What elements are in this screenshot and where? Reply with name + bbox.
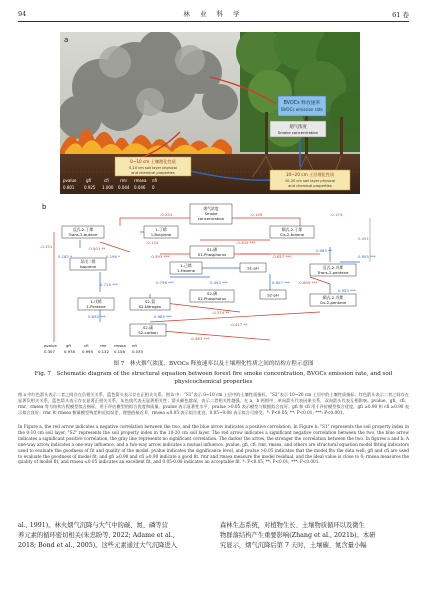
fit-header: nfi [132,343,137,348]
node-1-butylene-en: 1-Butylene [150,232,172,237]
coef-label: -0.174 [330,212,343,217]
coef-label: 0.807 *** [272,280,290,285]
fit-header: rmr [100,343,107,348]
figure-caption-cn: 图 7 林火烟气浓度、BVOCs 释放速率以及土壤理化性质之间的结构方程示意图 [113,361,314,367]
body-line: 究显示，烟气沉降后第 7 天时，土壤碳、氮含量小幅 [220,541,367,549]
fit-header: cfi [104,178,109,183]
node-s2-carbon-en: S2-carbon [138,330,158,335]
figure-panel-b [40,202,380,354]
coef-label: -0.134 [146,240,159,245]
coef-label: -0.149 [250,212,263,217]
coef-label: 0.196 * [106,254,120,259]
fit-header: rmsea [134,178,147,183]
fit-value: 0.801 [63,185,75,190]
fit-value: 1.000 [102,185,114,190]
coef-label: -0.809 *** [298,280,318,285]
node-smoke-en: Smoke [204,211,218,216]
coef-label: -0.593 *** [150,254,170,259]
path-nodes [62,204,356,336]
node-1-pentene: 1-戊烯 [90,299,102,304]
soil2-label-en-2: and chemical properties [288,184,332,188]
node-trans-2-pentene-en: Trans-2-pentene [317,270,349,275]
panel-a-label: a [64,36,69,44]
forest-trees [236,32,360,157]
soil2-label-en-1: 10-20 cm soil layer physical [284,179,336,183]
fit-value: 0.995 [82,349,93,354]
body-line: 森林生态系统，对植物生长、土壤物质循环以及微生 [220,522,365,529]
node-1-pentene-en: 1-Pentene [86,304,106,309]
fit-value: 0.925 [84,185,96,190]
smoke-label-en: Smoke concentration [277,130,319,135]
soil1-label-cn: 0~10 cm 土壤理化性质 [130,159,176,164]
coef-label: 0.493 *** [210,280,228,285]
page-number: 94 [18,10,27,18]
node-smoke-en2: concentration [197,216,225,221]
body-line: 物群落结构产生重要影响(Zhang et al., 2021b)。本研 [220,531,376,539]
fit-header: gfi [66,343,71,348]
node-s2-phosphorus: S2-磷 [207,291,217,296]
fit-value: 0.044 [118,185,130,190]
fit-value: 0.046 [134,185,146,190]
node-smoke: 烟气浓度 [203,206,219,211]
volume-number: 61 卷 [392,11,409,19]
node-s1-phosphorus: S1-磷 [207,247,217,252]
panel-b-fit-table [44,343,143,354]
journal-name: 林 业 科 学 [183,10,244,18]
coef-label: 0.953 *** [338,288,356,293]
coef-label: -0.617 *** [272,254,292,259]
body-column-left [18,521,208,550]
fit-value: 0.158 [114,349,125,354]
coef-label: 0.830 *** [88,314,106,319]
node-cis-2-butene-en: Cis-2-butene [279,232,305,237]
fit-value: 0.978 [64,349,75,354]
node-1-butylene: 1-丁烯 [155,227,167,232]
node-s2-nitrogen-en: S2-Nitrogen [138,304,162,309]
soil2-label-cn: 10~20 cm 土层理化性质 [285,172,335,177]
coef-label: -0.374 ** [212,310,230,315]
fit-value: 0.035 [132,349,143,354]
coef-label: -0.151 [40,244,53,249]
fit-header: pvalue [44,343,57,348]
node-s2-nitrogen: S2-氮 [145,299,155,304]
figure-caption-en-1: Fig. 7 Schematic diagram of the structural equation between forest fire smoke concentration, BVOCs emission rate, and soil [34,371,393,377]
node-s1-phosphorus-en: S1-Phosphorus [197,252,227,257]
fit-value: 0 [152,185,155,190]
fit-header: cfi [84,343,89,348]
coef-label: 0.091 [358,236,369,241]
bvoc-label-en: BVOCs emission rate [281,107,323,112]
node-isoprene: 异戊二烯 [80,259,96,264]
soil1-label-en-2: and chemical properties [131,171,175,175]
node-trans-2-pentene: 反式-2-戊烯 [322,265,344,270]
node-s2-phosphorus-en: S2-Phosphorus [197,296,227,301]
body-line: al., 1991)。林火烟气沉降与大气中的碳、氮、磷等营 [18,522,168,529]
node-cis-2-pentene: 顺式-2-戊烯 [322,295,344,300]
coef-label: 0.715 *** [100,282,118,287]
fit-value: 0.307 [44,349,55,354]
figure-caption-en-2: physicochemical properties [174,379,253,385]
node-cis-2-butene: 顺式-2-丁烯 [281,227,303,232]
running-header [18,7,409,22]
fit-header: nfi [152,178,158,183]
node-1-hexene-en: 1-Hexene [176,268,196,273]
coef-label: -0.501 ** [88,246,106,251]
figure-note-cn: 图 a 中红色箭头表示二者之间存在负相关关系，蓝色箭头表示存在正相关关系。图 b 中：“S1”表示 0~10 cm 土层中的土壤性质指标，“S2”表示 10~20 cm 土层中的土壤性质指标；红色箭头表示二者之间存在显著负相关关系，蓝色箭头表示存在显著正相关关系，灰色线代表无显著相关性；箭头颜色越深，表示二者相关性越强。在 a、b 两图中，单向箭头代表因果关系，双向箭头代表互相影响。pvalue、gfi、cfi、rmr、rmsea 等为结构方程模型拟合指标，用于评估模型的拟合优度和质量。pvalue 表示显著性水平，pvalue >0.05 表示模型与数据拟合良好；gfi 和 cfi 用于评价模型拟合优度，gfi ≥0.90 和 cfi ≥0.90 表示拟合良好；rmr 和 rmsea 衡量模型残差和近似误差，理想值接近 0，rmsea ≤0.05 表示拟合优良，0.05~0.08 表示拟合可接受。*: P<0.05; **: P<0.01; ***: P<0.001。 [18,392,409,415]
bvoc-label-cn: BVOCs 释放速率 [283,101,321,106]
coef-label: 0.965 ** [316,248,332,253]
node-1-hexene: 1-己烯 [180,263,192,268]
figure-note-en: In Figure a, the red arrow indicates a negative correlation between the two, and the blue arrow indicates a positive correlation. In Figure b: "S1" represents the soil property index in the 0-10 cm soil layer, "S2" represents the soil property index in the 10-20 cm soil layer. The red arrow indicates a significant negative correlation between the two, the blue arrow indicates a significant positive correlation, the gray line represents no significant correlation. The darker the arrow, the stronger the correlation between the two. In figures a and b: A one-way arrow indicates a one-way influence, and a two-way arrow indicates a mutual influence. pvalue, gfi, cfi, rmr, rmsea, and others are structural equation model fitting indicators used to evaluate the goodness of fit and quality of the model. pvalue indicates the significance level, and pvalue >0.05 indicates that the model fits the data well; gfi and cfi are used to evaluate the goodness of model fit, and gfi ≥0.90 and cfi ≥0.90 indicate a good fit. rmr and rmsea measure the model residual, and the ideal value is close to 0; rmsea measures the quality of model fit, and rmsea ≤0.05 indicates an excellent fit, and 0.05-0.08 indicates an acceptable fit. *: P<0.05; **: P<0.01; ***: P<0.001. [18,424,409,465]
coef-label: 0.796 *** [156,280,174,285]
soil1-label-en-1: 0-10 cm soil layer physical [128,166,178,170]
bvoc-box [278,96,326,116]
fit-header: pvalue [63,178,77,183]
fit-value: 0.132 [98,349,109,354]
figure-panel-a [60,32,360,194]
coef-label: -0.483 *** [190,336,210,341]
coef-label: -0.251 [160,212,173,217]
panel-b-label: b [42,203,47,211]
smoke-label-cn: 烟气浓度 [289,125,307,130]
fit-header: gfi [86,178,92,183]
node-s2-ph: S2-pH [267,292,279,298]
coef-label: 0.182 * [58,254,72,259]
node-trans-2-butene: 反式-2-丁烯 [72,227,94,232]
node-s1-ph: S1-pH [247,265,259,271]
fit-header: rmsea [114,343,126,348]
coef-label: 0.985 *** [154,314,172,319]
body-line: 养元素的循环密切相关(朱忠盼等, 2022; Adame et al., [18,531,175,539]
fit-header: rmr [120,178,128,183]
node-cis-2-pentene-en: Cis-2-pentene [319,300,347,305]
coef-label: -0.305 *** [236,240,256,245]
coef-label: 0.955 *** [358,254,376,259]
coef-label: -0.417 ** [230,322,248,327]
body-line: 2018; Bond et al., 2005)。这些元素通过大气沉降进入 [18,541,178,549]
node-s2-carbon: S2-碳 [143,325,153,330]
body-column-right [220,521,410,550]
node-isoprene-en: Isoprene [79,264,97,269]
node-trans-2-butene-en: Trans-2-butene [68,232,98,237]
